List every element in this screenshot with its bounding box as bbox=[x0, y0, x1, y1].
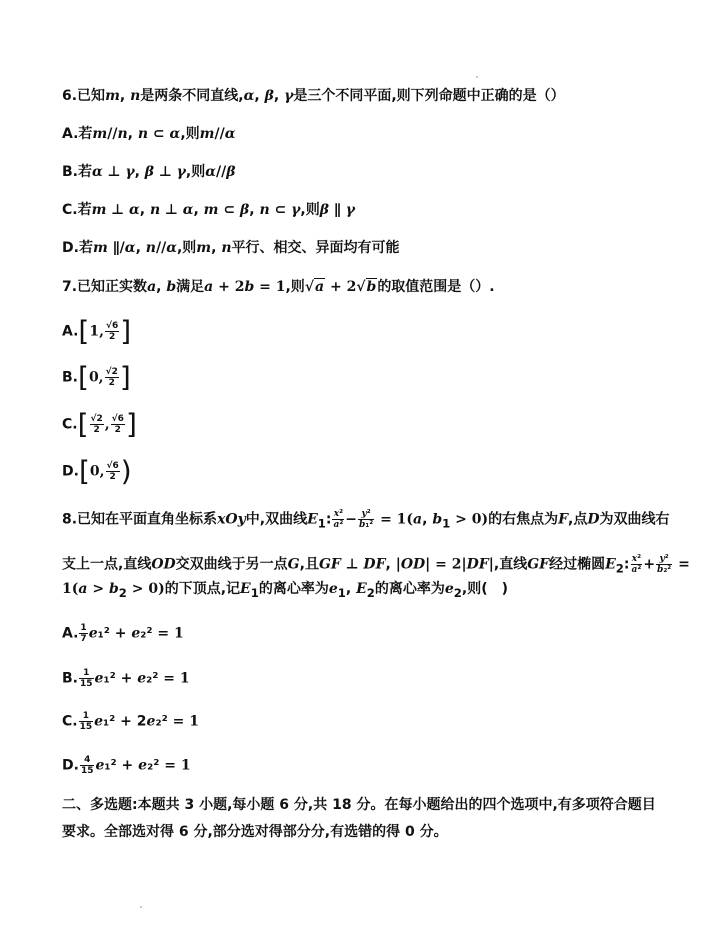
q6-option-d: D.若m ∥/α, n//α,则m, n平行、相交、异面均有可能 bbox=[62, 240, 400, 256]
q8-option-a: A. $\frac{1}{7}$ e₁² + e₂² = 1 bbox=[62, 623, 184, 644]
q6-option-a: A.若m//n, n ⊂ α,则m//α bbox=[62, 126, 236, 142]
q7-option-c: C.[ $\frac{√2}{2}$ , $\frac{√6}{2}$ ] bbox=[62, 407, 137, 441]
scan-speck bbox=[140, 906, 142, 908]
q6-option-c: C.若m ⊥ α, n ⊥ α, m ⊂ β, n ⊂ γ,则β ∥ γ bbox=[62, 202, 356, 218]
q7-option-a: A.[1, $\frac{√6}{2}$ ] bbox=[62, 314, 132, 348]
q8-stem-line2: 支上一点,直线OD交双曲线于另一点G,且GF ⊥ DF, |OD| = 2|DF|,直线GF经过椭圆$E_2$: $\frac{\text{x²}}{\text{a²}}$ + $\frac{\text{y²}}{\text{b₂²}}$ = bbox=[62, 554, 690, 576]
section2-instructions-line2: 要求。全部选对得 6 分,部分选对得部分分,有选错的得 0 分。 bbox=[62, 824, 448, 840]
q8-stem-line1: 8.已知在平面直角坐标系xOy中,双曲线$E_1$: $\frac{\text{x²}}{\text{a²}}$ − $\frac{\text{y²}}{\text{b₁²}}$ = 1(a, $b_1 > 0$)的右焦点为F,点D为双曲线右 bbox=[62, 509, 670, 531]
q8-stem-line3: $1(a > b_2 > 0)$的下顶点,记$E_1$的离心率为$e_1$, $E_2$的离心率为$e_2$,则( ) bbox=[62, 581, 509, 600]
q6-option-b: B.若α ⊥ γ, β ⊥ γ,则α//β bbox=[62, 164, 236, 180]
q7-stem: 7.已知正实数a, b满足a + 2b = 1,则√a + 2√b的取值范围是（）. bbox=[62, 279, 495, 295]
q6-stem: 6.已知m, n是两条不同直线,α, β, γ是三个不同平面,则下列命题中正确的是（） bbox=[62, 88, 565, 104]
q7-option-d: D.[0, $\frac{√6}{2}$ ) bbox=[62, 454, 132, 488]
q8-option-b: B. $\frac{1}{15}$ e₁² + e₂² = 1 bbox=[62, 668, 190, 689]
q8-option-d: D. $\frac{4}{15}$ e₁² + e₂² = 1 bbox=[62, 755, 191, 776]
q7-option-b: B.[0, $\frac{√2}{2}$ ] bbox=[62, 360, 131, 394]
section2-instructions-line1: 二、多选题:本题共 3 小题,每小题 6 分,共 18 分。在每小题给出的四个选项中,有多项符合题目 bbox=[62, 797, 656, 813]
q8-option-c: C. $\frac{1}{15}$ e₁² + 2e₂² = 1 bbox=[62, 711, 199, 732]
scan-speck bbox=[476, 76, 478, 78]
